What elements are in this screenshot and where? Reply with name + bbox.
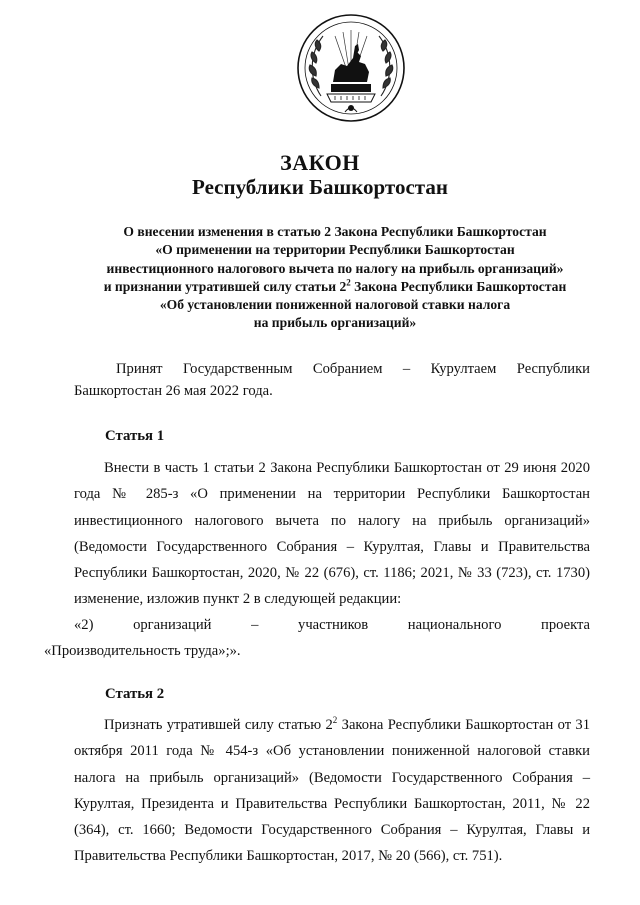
article-1-quote xyxy=(44,612,590,665)
superscript: 2 xyxy=(332,715,338,726)
subject-line: «Об установлении пониженной налоговой ставки налога xyxy=(159,297,511,313)
document-title: ЗАКОН xyxy=(280,150,360,175)
subject-line-part: и признании утратившей силу статьи 2 xyxy=(103,278,347,294)
document-subtitle: Республики Башкортостан xyxy=(192,175,448,199)
superscript: 2 xyxy=(346,277,351,288)
coat-of-arms-emblem xyxy=(295,12,407,124)
subject-line: инвестиционного налогового вычета по налогу на прибыль организаций» xyxy=(106,260,564,276)
subject-line xyxy=(40,278,630,296)
article-2-heading: Статья 2 xyxy=(105,686,165,702)
subject-line: «О применении на территории Республики Башкортостан xyxy=(155,242,515,258)
quote-line: «Производительность труда»;». xyxy=(44,643,241,660)
quote-line: «2) организаций – участников национального проекта xyxy=(74,617,590,633)
article-1-text: Внести в часть 1 статьи 2 Закона Республики Башкортостан от 29 июня 2020 года № 285-з «О применении на территории Республики Башкортостан инвестиционного налогового вычета по налогу на прибыль организаций» (Ведомости Государственного Собрания – Курултая, Главы и Правительства Республики Башкортостан, 2020, № 22 (676), ст. 1186; 2021, № 33 (723), ст. 1730) изменение, изложив пункт 2 в следующей редакции: xyxy=(74,460,590,608)
adoption-statement: Принят Государственным Собранием – Курултаем Республики Башкортостан 26 мая 2022 года. xyxy=(74,361,590,399)
article-1-heading: Статья 1 xyxy=(105,428,165,444)
article-2-text-part: Закона Республики Башкортостан от 31 октября 2011 года № 454-з «Об установлении пониженной налоговой ставки налога на прибыль организаций» (Ведомости Государственного Собрания – Курултая, Президента и Правительства Республики Башкортостан, 2011, № 22 (364), ст. 1660; Ведомости Государственного Собрания – Курултая, Главы и Правительства Республики Башкортостан, 2017, № 20 (566), ст. 751). xyxy=(74,717,590,865)
article-2-text xyxy=(74,712,590,870)
law-subject-heading xyxy=(40,223,630,333)
article-2-text-part: Признать утратившей силу статью 2 xyxy=(104,717,333,733)
subject-line-part: Закона Республики Башкортостан xyxy=(350,278,567,294)
subject-line: О внесении изменения в статью 2 Закона Республики Башкортостан xyxy=(123,224,547,239)
subject-line: на прибыль организаций» xyxy=(253,315,417,331)
